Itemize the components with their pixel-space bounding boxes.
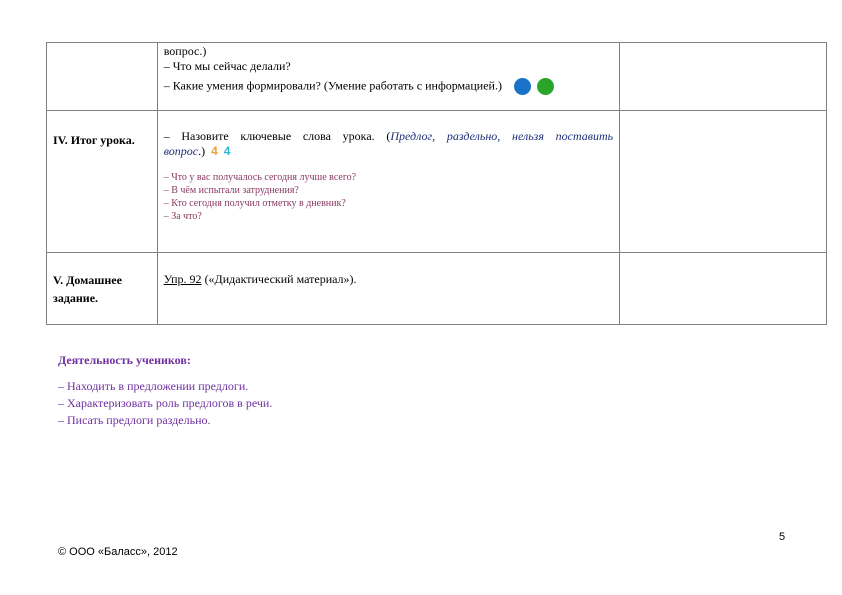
activity-item: – Находить в предложении предлоги. (58, 379, 249, 393)
copyright-footer: © ООО «Баласс», 2012 (58, 546, 178, 558)
question-item: – В чём испытали затруднения? (163, 185, 299, 196)
content-line: – Что мы сейчас делали? (163, 59, 291, 73)
content-cell (157, 253, 619, 325)
stage-title: V. Домашнее (53, 273, 122, 287)
stage-cell (47, 111, 158, 253)
blue-dot-icon (514, 78, 531, 95)
content-cell (157, 111, 619, 253)
notes-cell (620, 43, 827, 111)
stage-cell (47, 253, 158, 325)
stage-title: задание. (53, 291, 99, 305)
student-activity (58, 352, 272, 429)
green-dot-icon (537, 78, 554, 95)
summary-keywords: Предлог, раздельно, нельзя поставить вопрос (163, 129, 614, 158)
question-item: – Что у вас получалось сегодня лучше всего? (163, 172, 357, 183)
activity-item: – Характеризовать роль предлогов в речи. (58, 396, 273, 410)
table-row (47, 111, 827, 253)
exercise-link[interactable]: Упр. 92 (163, 272, 202, 286)
notes-cell (620, 111, 827, 253)
activity-item: – Писать предлоги раздельно. (58, 413, 211, 427)
table-row (47, 43, 827, 111)
content-cell (157, 43, 619, 111)
notes-cell (620, 253, 827, 325)
question-item: – За что? (163, 211, 202, 222)
content-line: вопрос.) (163, 44, 207, 58)
content-line (164, 78, 613, 95)
summary-text (164, 129, 613, 159)
summary-suffix: .) (198, 144, 206, 158)
content-line-text: – Какие умения формировали? (Умение работать с информацией.) (163, 78, 502, 93)
question-item: – Кто сегодня получил отметку в дневник? (163, 198, 346, 209)
reflection-questions (164, 171, 613, 223)
mark-orange: 4 (211, 144, 218, 158)
summary-prefix: – Назовите ключевые слова урока. ( (163, 129, 391, 143)
stage-title: IV. Итог урока. (53, 133, 135, 147)
lesson-table (46, 42, 827, 325)
indicator-dots (511, 78, 554, 95)
table-row (47, 253, 827, 325)
activity-title: Деятельность учеников: (58, 353, 191, 367)
exercise-text: («Дидактический материал»). (201, 272, 357, 286)
mark-cyan: 4 (223, 144, 231, 158)
page-number: 5 (779, 531, 786, 543)
stage-cell (47, 43, 158, 111)
